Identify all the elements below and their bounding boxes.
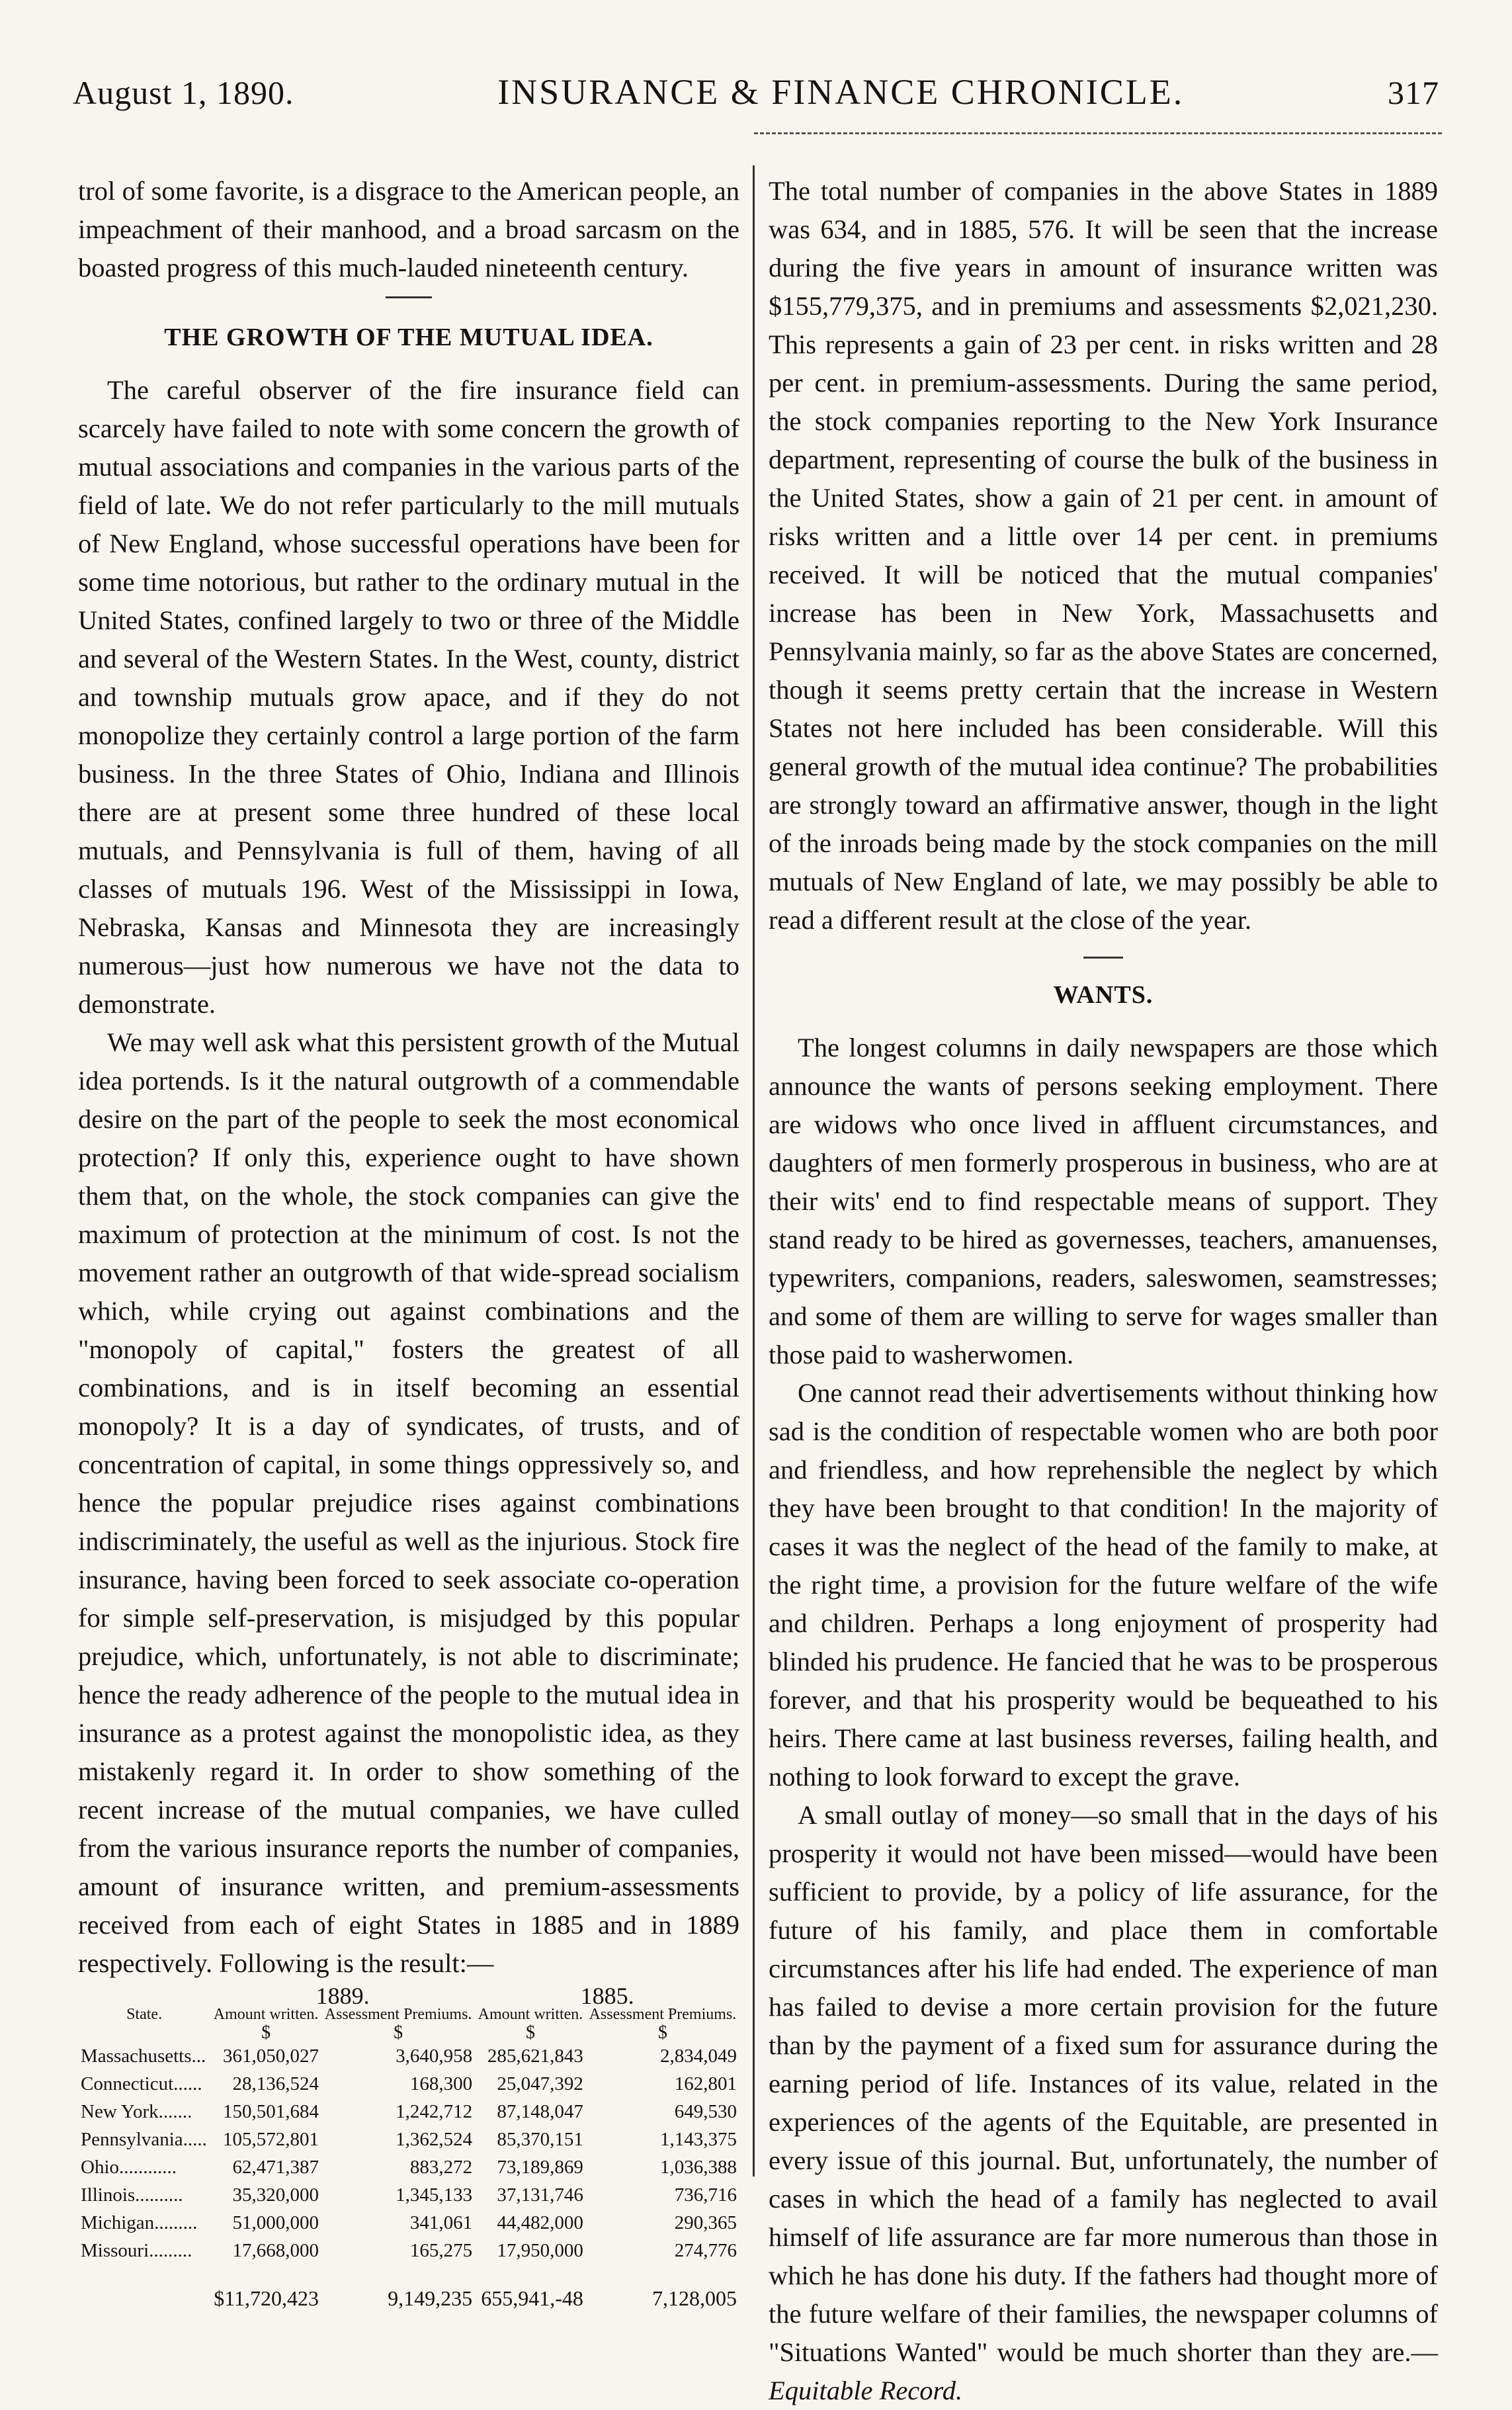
assessment-cell: 2,834,049 xyxy=(660,2045,737,2067)
total-cell: 7,128,005 xyxy=(652,2286,737,2310)
assessment-cell: 165,275 xyxy=(409,2240,473,2261)
assessment-cell: 1,143,375 xyxy=(660,2129,737,2150)
amount-cell: 17,668,000 xyxy=(232,2240,319,2261)
page-header xyxy=(73,71,1439,124)
year-header: 1885. xyxy=(580,1983,634,2009)
paragraph: The total number of companies in the above States in 1889 was 634, and in 1885, 576. It will be seen that the increase during the five years in amount of insurance written was $155,779,375, and in premiums and assessments $2,021,230. This represents a gain of 23 per cent. in risks written and 28 per cent. in premium-assessments. During the same period, the stock companies reporting to the New York Insurance department, representing of course the bulk of the business in the United States, show a gain of 21 per cent. in amount of risks written and a little over 14 per cent. in premiums received. It will be noticed that the mutual companies' increase has been in New York, Massachusetts and Pennsylvania mainly, so far as the above States are concerned, though it seems pretty certain that the increase in Western States not here included has been considerable. Will this general growth of the mutual idea continue? The probabilities are strongly toward an affirmative answer, though in the light of the inroads being made by the stock companies on the mill mutuals of New England of late, we may possibly be able to read a different result at the close of the year. xyxy=(769,176,1438,935)
source-credit: Equitable Record. xyxy=(769,2376,963,2405)
assessment-cell: 274,776 xyxy=(674,2240,737,2261)
issue-date: August 1, 1890. xyxy=(73,74,294,111)
state-cell: Ohio............ xyxy=(81,2157,177,2178)
amount-cell: 35,320,000 xyxy=(232,2184,319,2206)
unit-label: $ xyxy=(394,2022,403,2043)
column-header: State. xyxy=(126,2006,163,2023)
amount-cell: 25,047,392 xyxy=(497,2073,583,2094)
assessment-cell: 3,640,958 xyxy=(396,2045,473,2067)
column-header: Amount written. xyxy=(478,2006,583,2023)
table-row xyxy=(78,2181,739,2209)
assessment-cell: 1,036,388 xyxy=(660,2157,737,2178)
paragraph: The longest columns in daily newspapers are those which announce the wants of persons seeking employment. There are widows who once lived in affluent circumstances, and daughters of men formerly prosperous in business, who are at their wits' end to find respectable means of support. They stand ready to be hired as governesses, teachers, amanuenses, typewriters, companions, readers, saleswomen, seamstresses; and some of them are willing to serve for wages smaller than those paid to washerwomen. xyxy=(769,1033,1438,1369)
assessment-cell: 1,345,133 xyxy=(396,2184,473,2206)
state-cell: Pennsylvania..... xyxy=(81,2129,207,2150)
unit-label: $ xyxy=(525,2022,535,2043)
amount-cell: 28,136,524 xyxy=(232,2073,319,2094)
amount-cell: 51,000,000 xyxy=(232,2212,319,2233)
article-heading: WANTS. xyxy=(1053,981,1154,1009)
section-divider xyxy=(386,296,432,298)
article-heading: THE GROWTH OF THE MUTUAL IDEA. xyxy=(164,323,653,351)
assessment-cell: 168,300 xyxy=(409,2073,473,2094)
column-header: Assessment Premiums. xyxy=(589,2006,737,2023)
paragraph: trol of some favorite, is a disgrace to the American people, an impeachment of their manhood, and a broad sarcasm on the boasted progress of this much-lauded nineteenth century. xyxy=(78,176,739,282)
state-cell: Missouri......... xyxy=(81,2240,192,2261)
column-header: Assessment Premiums. xyxy=(324,2006,472,2023)
right-column xyxy=(769,172,1438,2410)
total-cell: 9,149,235 xyxy=(388,2286,473,2310)
unit-label: $ xyxy=(261,2022,271,2043)
amount-cell: 37,131,746 xyxy=(497,2184,583,2206)
assessment-cell: 736,716 xyxy=(674,2184,737,2206)
amount-cell: 285,621,843 xyxy=(487,2045,583,2067)
table-row xyxy=(78,2070,739,2098)
table-row xyxy=(78,2042,739,2070)
amount-cell: 361,050,027 xyxy=(223,2045,319,2067)
state-cell: Illinois.......... xyxy=(81,2184,183,2206)
amount-cell: 87,148,047 xyxy=(497,2101,583,2122)
assessment-cell: 341,061 xyxy=(409,2212,473,2233)
mutuals-table xyxy=(78,1983,739,2312)
table-row xyxy=(78,2098,739,2126)
table-row xyxy=(78,2126,739,2153)
left-column xyxy=(78,172,739,2312)
header-rule xyxy=(754,132,1442,134)
state-cell: New York....... xyxy=(81,2101,192,2122)
paragraph: One cannot read their advertisements without thinking how sad is the condition of respectable women who are both poor and friendless, and how reprehensible the neglect by which they have been brought to that condition! In the majority of cases it was the neglect of the head of the family to make, at the right time, a provision for the future welfare of the wife and children. Perhaps a long enjoyment of prosperity had blinded his prudence. He fancied that he was to be prosperous forever, and that his prosperity would be bequeathed to his heirs. There came at last business reverses, failing health, and nothing to look forward to except the grave. xyxy=(769,1378,1438,1791)
assessment-cell: 649,530 xyxy=(674,2101,737,2122)
amount-cell: 85,370,151 xyxy=(497,2129,583,2150)
amount-cell: 62,471,387 xyxy=(232,2157,319,2178)
year-header: 1889. xyxy=(315,1983,370,2009)
column-header: Amount written. xyxy=(213,2006,319,2023)
table-total-row xyxy=(78,2264,739,2312)
assessment-cell: 1,362,524 xyxy=(396,2129,473,2150)
amount-cell: 17,950,000 xyxy=(497,2240,583,2261)
section-divider xyxy=(1083,957,1123,959)
table-year-row xyxy=(78,1987,739,2005)
table-header-row xyxy=(78,2005,739,2024)
page-number: 317 xyxy=(1387,74,1439,111)
paragraph: We may well ask what this persistent growth of the Mutual idea portends. Is it the natural outgrowth of a commendable desire on the part of the people to seek the most economical protection? If only this, experience ought to have shown them that, on the whole, the stock companies can give the maximum of protection at the minimum of cost. Is not the movement rather an outgrowth of that wide-spread socialism which, while crying out against combinations and the "monopoly of capital," fosters the greatest of all combinations, and is in itself becoming an essential monopoly? It is a day of syndicates, of trusts, and of concentration of capital, in some things oppressively so, and hence the popular prejudice rises against combinations indiscriminately, the useful as well as the injurious. Stock fire insurance, having been forced to seek associate co-operation for simple self-preservation, is misjudged by this popular prejudice, which, unfortunately, is not able to discriminate; hence the ready adherence of the people to the mutual idea in insurance as a protest against the monopolistic idea, as they mistakenly regard it. In order to show something of the recent increase of the mutual companies, we have culled from the various insurance reports the number of companies, amount of insurance written, and premium-assessments received from each of eight States in 1885 and in 1889 respectively. Following is the result:— xyxy=(78,1027,739,1978)
paragraph: The careful observer of the fire insurance field can scarcely have failed to note with some concern the growth of mutual associations and companies in the various parts of the field of late. We do not refer particularly to the mill mutuals of New England, whose successful operations have been for some time notorious, but rather to the ordinary mutual in the United States, confined largely to two or three of the Middle and several of the Western States. In the West, county, district and township mutuals grow apace, and if they do not monopolize they certainly control a large portion of the farm business. In the three States of Ohio, Indiana and Illinois there are at present some three hundred of these local mutuals, and Pennsylvania is full of them, having of all classes of mutuals 196. West of the Mississippi in Iowa, Nebraska, Kansas and Minnesota they are increasingly numerous—just how numerous we have not the data to demonstrate. xyxy=(78,375,739,1019)
table-row xyxy=(78,2153,739,2181)
publication-title: INSURANCE & FINANCE CHRONICLE. xyxy=(497,72,1185,112)
total-cell: $11,720,423 xyxy=(214,2286,319,2310)
assessment-cell: 290,365 xyxy=(674,2212,737,2233)
assessment-cell: 1,242,712 xyxy=(396,2101,473,2122)
table-unit-row xyxy=(78,2024,739,2042)
total-cell: 655,941,-48 xyxy=(481,2286,583,2310)
paragraph-text: A small outlay of money—so small that in the days of his prosperity it would not have been missed—would have been sufficient to provide, by a policy of life assurance, for the future of his family, and place them in comfortable circumstances after his life had ended. The experience of man has failed to devise a more certain provision for the future than by the payment of a fixed sum for assurance during the earning period of life. Instances of its value, related in the experiences of the agents of the Equitable, are presented in every issue of this journal. But, unfortunately, the number of cases in which the head of a family has neglected to avail himself of life assurance are far more numerous than those in which he has done his duty. If the fathers had thought more of the future welfare of their families, the newspaper columns of "Situations Wanted" would be much shorter than they are.— xyxy=(769,1800,1438,2367)
state-cell: Massachusetts... xyxy=(81,2045,206,2067)
assessment-cell: 883,272 xyxy=(409,2157,473,2178)
unit-label: $ xyxy=(657,2022,667,2043)
amount-cell: 44,482,000 xyxy=(497,2212,583,2233)
table-row xyxy=(78,2209,739,2237)
amount-cell: 105,572,801 xyxy=(223,2129,319,2150)
state-cell: Connecticut...... xyxy=(81,2073,202,2094)
table-row xyxy=(78,2237,739,2264)
amount-cell: 73,189,869 xyxy=(497,2157,583,2178)
state-cell: Michigan......... xyxy=(81,2212,198,2233)
assessment-cell: 162,801 xyxy=(674,2073,737,2094)
amount-cell: 150,501,684 xyxy=(223,2101,319,2122)
column-divider xyxy=(753,165,755,2176)
paragraph xyxy=(769,1796,1438,2410)
